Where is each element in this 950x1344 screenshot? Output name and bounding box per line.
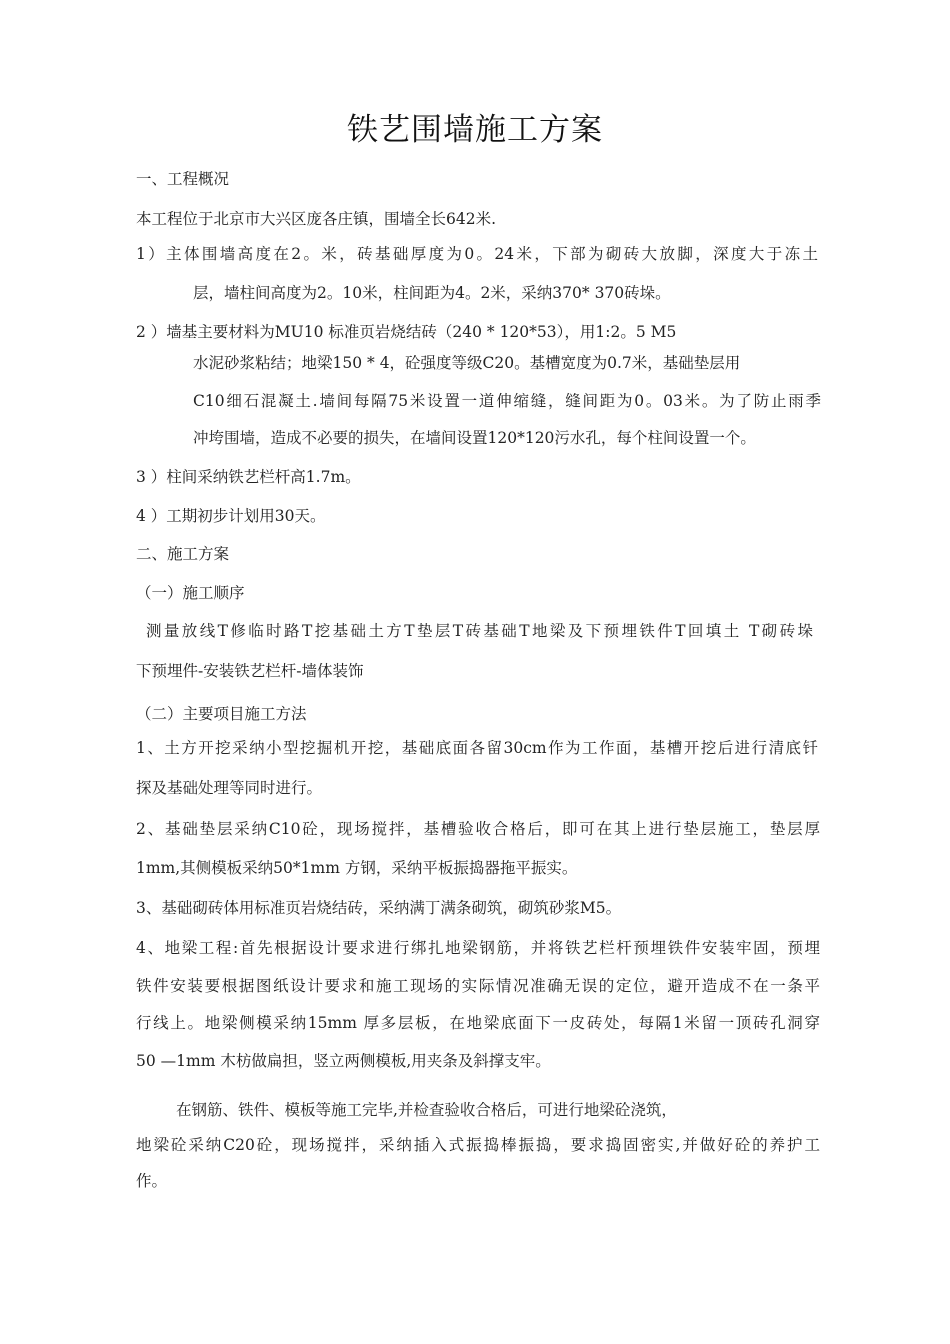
item-1-line-1: 1）主体围墙高度在2。米，砖基础厚度为0。24米，下部为砌砖大放脚，深度大于冻土: [136, 245, 818, 263]
method-4-line-3: 行线上。地梁侧模采纳15mm 厚多层板，在地梁底面下一皮砖处，每隔1米留一顶砖孔洞穿: [136, 1014, 820, 1032]
item-2-line-3: C10细石混凝土.墙间每隔75米设置一道伸缩缝，缝间距为0。03米。为了防止雨季: [193, 392, 821, 410]
method-1-line-1: 1、土方开挖采纳小型挖掘机开挖，基础底面各留30cm作为工作面，基槽开挖后进行清底钎: [136, 739, 818, 757]
method-1-line-2: 探及基础处理等同时进行。: [136, 779, 323, 797]
method-2-line-1: 2、基础垫层采纳C10砼，现场搅拌，基槽验收合格后，即可在其上进行垫层施工，垫层厚: [136, 820, 820, 838]
method-4-line-4: 50 —1mm 木枋做扁担，竖立两侧模板,用夹条及斜撑支牢。: [136, 1052, 551, 1070]
item-3: 3 ）柱间采纳铁艺栏杆高1.7m。: [136, 468, 361, 486]
section-heading-plan: 二、施工方案: [136, 545, 230, 563]
method-2-line-2: 1mm,其侧模板采纳50*1mm 方钢，采纳平板振捣器拖平振实。: [136, 859, 578, 877]
final-para-line-3: 作。: [136, 1172, 168, 1190]
final-para-line-2: 地梁砼采纳C20砼，现场搅拌，采纳插入式振捣棒振捣，要求捣固密实,并做好砼的养护工: [136, 1136, 820, 1154]
method-3: 3、基础砌砖体用标准页岩烧结砖，采纳满丁满条砌筑，砌筑砂浆M5。: [136, 899, 622, 917]
subheading-sequence: （一）施工顺序: [136, 584, 245, 602]
sequence-line-1: 测量放线T修临时路T挖基础土方T垫层T砖基础T地梁及下预埋铁件T回填土 T砌砖垛: [146, 622, 813, 640]
item-1-line-2: 层，墙柱间高度为2。10米，柱间距为4。2米，采纳370* 370砖垛。: [193, 284, 671, 302]
item-2-line-1: 2 ）墙基主要材料为MU10 标准页岩烧结砖（240 * 120*53），用1:2。5 M5: [136, 323, 677, 341]
item-2-line-2: 水泥砂浆粘结；地梁150 * 4，砼强度等级C20。基槽宽度为0.7米，基础垫层用: [193, 354, 741, 372]
document-title: 铁艺围墙施工方案: [347, 112, 603, 148]
section-heading-overview: 一、工程概况: [136, 170, 230, 188]
method-4-line-2: 铁件安装要根据图纸设计要求和施工现场的实际情况准确无误的定位，避开造成不在一条平: [136, 977, 820, 995]
sequence-line-2: 下预埋件-安装铁艺栏杆-墙体装饰: [136, 662, 364, 680]
final-para-line-1: 在钢筋、铁件、模板等施工完毕,并检查验收合格后，可进行地梁砼浇筑，: [176, 1101, 677, 1119]
item-2-line-4: 冲垮围墙，造成不必要的损失，在墙间设置120*120污水孔，每个柱间设置一个。: [193, 429, 756, 447]
project-intro: 本工程位于北京市大兴区庞各庄镇，围墙全长642米.: [136, 210, 497, 228]
item-4: 4 ）工期初步计划用30天。: [136, 507, 326, 525]
subheading-methods: （二）主要项目施工方法: [136, 705, 307, 723]
method-4-line-1: 4、地梁工程:首先根据设计要求进行绑扎地梁钢筋，并将铁艺栏杆预埋铁件安装牢固，预埋: [136, 939, 820, 957]
